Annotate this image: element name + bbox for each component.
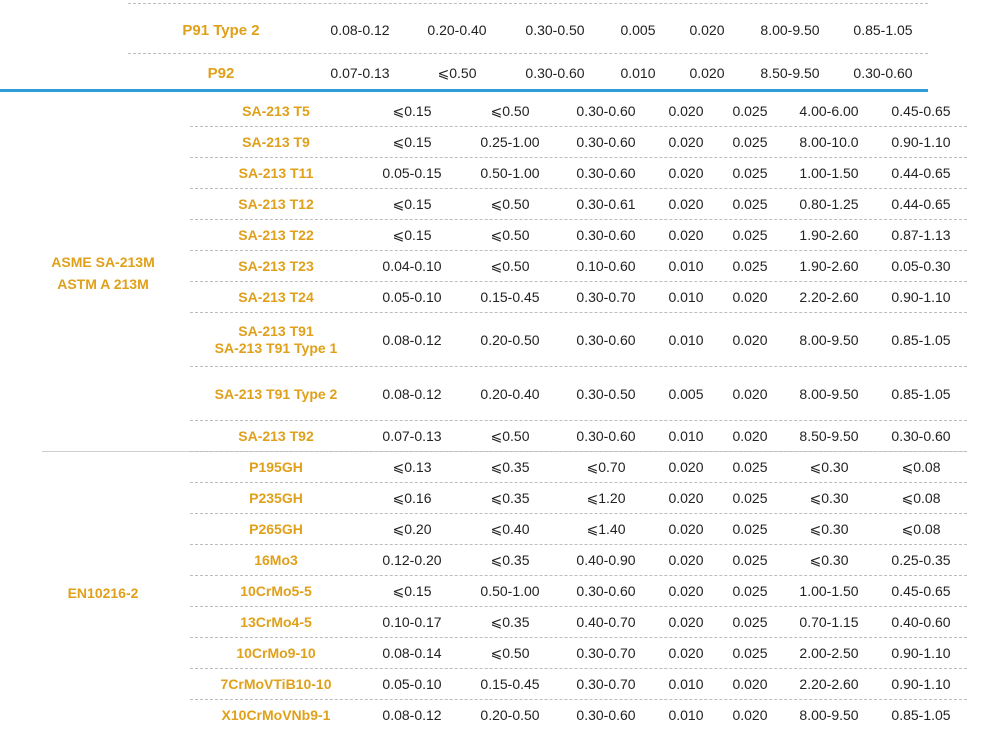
value-cell: 0.40-0.60	[891, 614, 951, 630]
value-cell: 0.25-0.35	[891, 552, 951, 568]
value-cell: ⩽0.50	[490, 227, 530, 243]
grade-label	[190, 220, 362, 251]
value-cell: ⩽0.50	[490, 103, 530, 119]
value-cell: ⩽0.15	[392, 103, 432, 119]
value-cell: 0.025	[732, 614, 768, 630]
value-cell: 0.025	[732, 258, 768, 274]
value-cell: 4.00-6.00	[799, 103, 859, 119]
value-cell: 0.85-1.05	[891, 707, 951, 723]
value-cell: 0.020	[668, 583, 704, 599]
grade-line: P195GH	[249, 459, 303, 475]
value-cell: 0.30-0.60	[576, 134, 636, 150]
value-cell: 0.020	[668, 134, 704, 150]
value-cell: 1.00-1.50	[799, 165, 859, 181]
value-cell: 0.020	[668, 103, 704, 119]
value-cell: 0.05-0.10	[382, 676, 442, 692]
grade-label	[190, 282, 362, 313]
grade-label	[190, 576, 362, 607]
value-cell: 0.30-0.70	[576, 676, 636, 692]
value-cell: 0.020	[732, 707, 768, 723]
value-cell: ⩽0.35	[490, 552, 530, 568]
value-cell: 0.025	[732, 490, 768, 506]
value-cell: 0.85-1.05	[853, 21, 913, 38]
value-cell: ⩽0.50	[490, 645, 530, 661]
value-cell: 0.08-0.12	[382, 385, 442, 402]
value-cell: 0.40-0.70	[576, 614, 636, 630]
grade-label	[190, 545, 362, 576]
grade-line: SA-213 T91 Type 2	[214, 385, 338, 402]
value-cell: 0.025	[732, 552, 768, 568]
value-cell: 0.25-1.00	[480, 134, 540, 150]
value-cell: 0.020	[689, 64, 725, 81]
value-cell: 0.020	[668, 552, 704, 568]
grade-line: SA-213 T24	[238, 289, 314, 305]
value-cell: 0.10-0.17	[382, 614, 442, 630]
value-cell: 0.30-0.60	[576, 165, 636, 181]
value-cell: 0.90-1.10	[891, 134, 951, 150]
value-cell: 0.010	[668, 258, 704, 274]
value-cell: 0.020	[732, 289, 768, 305]
value-cell: 8.00-9.50	[799, 331, 859, 348]
value-cell: 0.85-1.05	[891, 385, 951, 402]
value-cell: 0.010	[668, 331, 704, 348]
value-cell: 0.30-0.70	[576, 289, 636, 305]
value-cell: ⩽1.40	[586, 521, 626, 537]
grade-line: X10CrMoVNb9-1	[221, 707, 331, 723]
value-cell: ⩽0.15	[392, 196, 432, 212]
value-cell: 0.44-0.65	[891, 196, 951, 212]
value-cell: 0.04-0.10	[382, 258, 442, 274]
value-cell: 0.025	[732, 645, 768, 661]
value-cell: 0.010	[668, 707, 704, 723]
grade-label	[190, 158, 362, 189]
value-cell: ⩽0.50	[437, 64, 477, 81]
grade-line: SA-213 T12	[238, 196, 314, 212]
grade-label	[190, 251, 362, 282]
value-cell: 0.08-0.12	[382, 707, 442, 723]
value-cell: 0.010	[668, 289, 704, 305]
value-cell: 8.00-9.50	[799, 385, 859, 402]
value-cell: 0.30-0.60	[853, 64, 913, 81]
value-cell: ⩽0.40	[490, 521, 530, 537]
grade-label	[190, 514, 362, 545]
value-cell: ⩽0.35	[490, 490, 530, 506]
value-cell: 0.30-0.61	[576, 196, 636, 212]
value-cell: 0.05-0.30	[891, 258, 951, 274]
grade-line: SA-213 T91 Type 1	[214, 340, 338, 356]
value-cell: 0.85-1.05	[891, 331, 951, 348]
value-cell: 0.025	[732, 196, 768, 212]
value-cell: 1.00-1.50	[799, 583, 859, 599]
value-cell: 0.07-0.13	[330, 64, 390, 81]
value-cell: 0.020	[732, 331, 768, 348]
value-cell: 0.12-0.20	[382, 552, 442, 568]
standard-line: ASTM A 213M	[57, 276, 149, 292]
value-cell: 0.020	[732, 385, 768, 402]
standard-line: EN10216-2	[67, 585, 139, 601]
grade-line: SA-213 T91	[238, 323, 314, 339]
value-cell: 0.05-0.15	[382, 165, 442, 181]
value-cell: ⩽0.20	[392, 521, 432, 537]
value-cell: 0.005	[668, 385, 704, 402]
value-cell: ⩽0.35	[490, 459, 530, 475]
grade-label	[190, 483, 362, 514]
grade-line: SA-213 T23	[238, 258, 314, 274]
value-cell: 0.90-1.10	[891, 645, 951, 661]
value-cell: ⩽0.30	[809, 521, 849, 537]
grade-label	[190, 452, 362, 483]
value-cell: 0.020	[668, 165, 704, 181]
value-cell: 8.00-9.50	[799, 707, 859, 723]
value-cell: 2.20-2.60	[799, 676, 859, 692]
standard-line: ASME SA-213M	[51, 254, 155, 270]
value-cell: ⩽0.15	[392, 134, 432, 150]
value-cell: 0.15-0.45	[480, 289, 540, 305]
value-cell: ⩽0.08	[901, 521, 941, 537]
grade-label	[190, 367, 362, 421]
grade-label: P91 Type 2	[182, 21, 260, 39]
grade-line: P265GH	[249, 521, 303, 537]
grade-label	[190, 421, 362, 452]
value-cell: 0.80-1.25	[799, 196, 859, 212]
value-cell: 0.08-0.14	[382, 645, 442, 661]
value-cell: 1.90-2.60	[799, 227, 859, 243]
value-cell: 0.05-0.10	[382, 289, 442, 305]
value-cell: 0.30-0.60	[576, 227, 636, 243]
value-cell: 0.20-0.40	[427, 21, 487, 38]
value-cell: 0.10-0.60	[576, 258, 636, 274]
grade-label: P92	[207, 64, 235, 82]
value-cell: 0.50-1.00	[480, 583, 540, 599]
value-cell: 8.50-9.50	[799, 428, 859, 444]
row-divider	[128, 3, 928, 4]
value-cell: 0.010	[620, 64, 656, 81]
value-cell: 0.44-0.65	[891, 165, 951, 181]
value-cell: 0.45-0.65	[891, 103, 951, 119]
value-cell: ⩽0.30	[809, 459, 849, 475]
value-cell: 8.00-9.50	[760, 21, 820, 38]
row-divider	[128, 53, 928, 54]
value-cell: 0.005	[620, 21, 656, 38]
grade-line: SA-213 T9	[242, 134, 310, 150]
value-cell: 0.20-0.40	[480, 385, 540, 402]
value-cell: 0.020	[668, 521, 704, 537]
grade-line: 10CrMo9-10	[236, 645, 316, 661]
value-cell: 0.15-0.45	[480, 676, 540, 692]
value-cell: 2.20-2.60	[799, 289, 859, 305]
value-cell: 0.025	[732, 583, 768, 599]
grade-label	[190, 700, 362, 731]
value-cell: ⩽0.50	[490, 428, 530, 444]
value-cell: 1.90-2.60	[799, 258, 859, 274]
value-cell: 0.025	[732, 459, 768, 475]
value-cell: 0.30-0.60	[891, 428, 951, 444]
value-cell: 0.30-0.60	[576, 707, 636, 723]
value-cell: 0.45-0.65	[891, 583, 951, 599]
value-cell: 0.025	[732, 227, 768, 243]
value-cell: ⩽0.08	[901, 490, 941, 506]
value-cell: 0.50-1.00	[480, 165, 540, 181]
value-cell: ⩽0.15	[392, 227, 432, 243]
value-cell: 0.020	[689, 21, 725, 38]
value-cell: 0.08-0.12	[382, 331, 442, 348]
value-cell: 0.025	[732, 103, 768, 119]
grade-line: SA-213 T11	[238, 165, 314, 181]
value-cell: 0.40-0.90	[576, 552, 636, 568]
value-cell: 0.020	[668, 196, 704, 212]
value-cell: 0.020	[668, 614, 704, 630]
value-cell: ⩽0.30	[809, 552, 849, 568]
value-cell: ⩽0.50	[490, 258, 530, 274]
grade-line: SA-213 T5	[242, 103, 310, 119]
value-cell: 0.010	[668, 676, 704, 692]
value-cell: 0.025	[732, 165, 768, 181]
value-cell: ⩽0.16	[392, 490, 432, 506]
value-cell: 8.00-10.0	[799, 134, 859, 150]
value-cell: ⩽0.35	[490, 614, 530, 630]
value-cell: 0.020	[668, 227, 704, 243]
value-cell: 0.90-1.10	[891, 289, 951, 305]
value-cell: 0.90-1.10	[891, 676, 951, 692]
grade-label	[190, 638, 362, 669]
standard-label	[20, 452, 186, 734]
value-cell: ⩽0.13	[392, 459, 432, 475]
value-cell: 2.00-2.50	[799, 645, 859, 661]
value-cell: 0.020	[668, 459, 704, 475]
value-cell: ⩽0.30	[809, 490, 849, 506]
value-cell: 0.010	[668, 428, 704, 444]
value-cell: 0.025	[732, 521, 768, 537]
grade-label	[190, 313, 362, 367]
grade-line: 13CrMo4-5	[240, 614, 312, 630]
value-cell: 0.020	[668, 645, 704, 661]
value-cell: 0.87-1.13	[891, 227, 951, 243]
value-cell: 0.30-0.50	[576, 385, 636, 402]
value-cell: 0.30-0.60	[576, 428, 636, 444]
value-cell: 0.30-0.60	[576, 103, 636, 119]
value-cell: 0.70-1.15	[799, 614, 859, 630]
value-cell: 0.025	[732, 134, 768, 150]
value-cell: 0.20-0.50	[480, 331, 540, 348]
value-cell: 0.07-0.13	[382, 428, 442, 444]
value-cell: 0.20-0.50	[480, 707, 540, 723]
value-cell: ⩽0.08	[901, 459, 941, 475]
grade-line: 7CrMoVTiB10-10	[220, 676, 332, 692]
grade-line: SA-213 T22	[238, 227, 314, 243]
grade-line: P235GH	[249, 490, 303, 506]
grade-label	[190, 189, 362, 220]
grade-line: 16Mo3	[254, 552, 298, 568]
value-cell: ⩽0.50	[490, 196, 530, 212]
value-cell: ⩽0.15	[392, 583, 432, 599]
grade-line: 10CrMo5-5	[240, 583, 312, 599]
value-cell: 0.020	[732, 676, 768, 692]
value-cell: ⩽1.20	[586, 490, 626, 506]
grade-label	[190, 669, 362, 700]
standard-label	[20, 96, 186, 450]
value-cell: 8.50-9.50	[760, 64, 820, 81]
grade-label	[190, 96, 362, 127]
value-cell: 0.30-0.60	[525, 64, 585, 81]
grade-label	[190, 607, 362, 638]
value-cell: 0.08-0.12	[330, 21, 390, 38]
value-cell: 0.30-0.60	[576, 331, 636, 348]
value-cell: 0.020	[732, 428, 768, 444]
grade-label	[190, 127, 362, 158]
grade-line: SA-213 T92	[238, 428, 314, 444]
value-cell: 0.30-0.60	[576, 583, 636, 599]
value-cell: ⩽0.70	[586, 459, 626, 475]
value-cell: 0.30-0.50	[525, 21, 585, 38]
value-cell: 0.30-0.70	[576, 645, 636, 661]
value-cell: 0.020	[668, 490, 704, 506]
